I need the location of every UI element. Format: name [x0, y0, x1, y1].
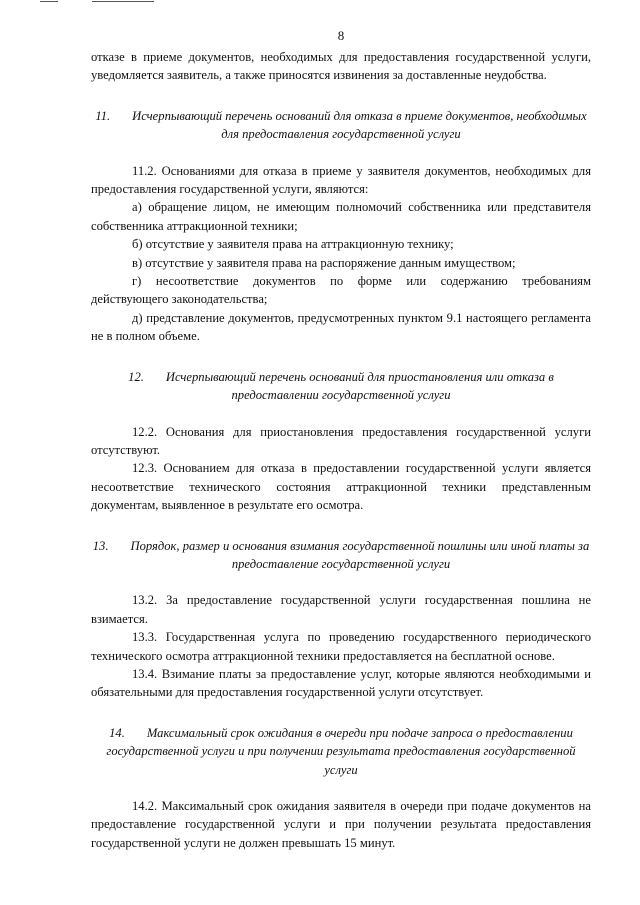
paragraph-12-2: 12.2. Основания для приостановления предоставления государственной услуги отсутствуют.: [91, 424, 591, 457]
section-title: Исчерпывающий перечень оснований для приостановления или отказа в предоставлении государственной услуги: [165, 369, 554, 403]
paragraph-11-2: 11.2. Основаниями для отказа в приеме у заявителя документов, необходимых для предоставления государственной услуги, являются:: [91, 163, 591, 197]
paragraph-13-4: 13.4. Взимание платы за предоставление услуг, которые являются необходимыми и обязательными для предоставления государственной услуги отсутствует.: [91, 666, 591, 700]
paragraph-13-2: 13.2. За предоставление государственной услуги государственная пошлина не взимается.: [91, 593, 591, 626]
section-number: 12.: [128, 369, 144, 384]
list-item-a: а) обращение лицом, не имеющим полномочий собственника или представителя собственника аттракционной техники;: [91, 200, 591, 233]
section-heading-11: [91, 107, 591, 144]
section-heading-13: [91, 537, 591, 574]
paragraph-14-2: 14.2. Максимальный срок ожидания заявителя в очереди при подаче документов на предоставление государственной услуги и при получении результата предоставления государственной услуги не должен превышать 15 минут.: [91, 799, 591, 850]
section-title: Исчерпывающий перечень оснований для отказа в приеме документов, необходимых для предоставления государственной услуги: [132, 108, 587, 142]
section-number: 11.: [95, 108, 111, 123]
scan-mark: [92, 1, 154, 2]
list-item-d: д) представление документов, предусмотренных пунктом 9.1 настоящего регламента не в полном объеме.: [91, 310, 591, 344]
section-number: 13.: [92, 538, 109, 553]
section-number: 14.: [109, 725, 125, 740]
scan-mark: [40, 1, 58, 2]
section-title: Максимальный срок ожидания в очереди при подаче запроса о предоставлении государственной услуги и при получении результата предоставления государственной услуги: [106, 725, 576, 777]
section-title: Порядок, размер и основания взимания государственной пошлины или иной платы за предоставление государственной услуги: [130, 538, 590, 571]
document-page: [91, 28, 591, 852]
list-item-g: г) несоответствие документов по форме или содержанию требованиям действующего законодательства;: [91, 274, 591, 307]
section-heading-14: [91, 724, 591, 779]
intro-paragraph: отказе в приеме документов, необходимых для предоставления государственной услуги, уведомляется заявитель, а также приносятся извинения за доставленные неудобства.: [91, 50, 591, 83]
paragraph-12-3: 12.3. Основанием для отказа в предоставлении государственной услуги является несоответствие технического состояния аттракционной техники представленным документам, выявленное в результате его осмотра.: [91, 461, 591, 513]
page-number: 8: [337, 28, 345, 43]
list-item-v: в) отсутствие у заявителя права на распоряжение данным имуществом;: [132, 255, 516, 270]
scan-edge-marks: [0, 0, 640, 4]
paragraph-13-3: 13.3. Государственная услуга по проведению государственного периодического технического осмотра аттракционной техники предоставляется на бесплатной основе.: [91, 630, 591, 663]
section-heading-12: [91, 368, 591, 405]
list-item-b: б) отсутствие у заявителя права на аттракционную технику;: [132, 237, 454, 252]
